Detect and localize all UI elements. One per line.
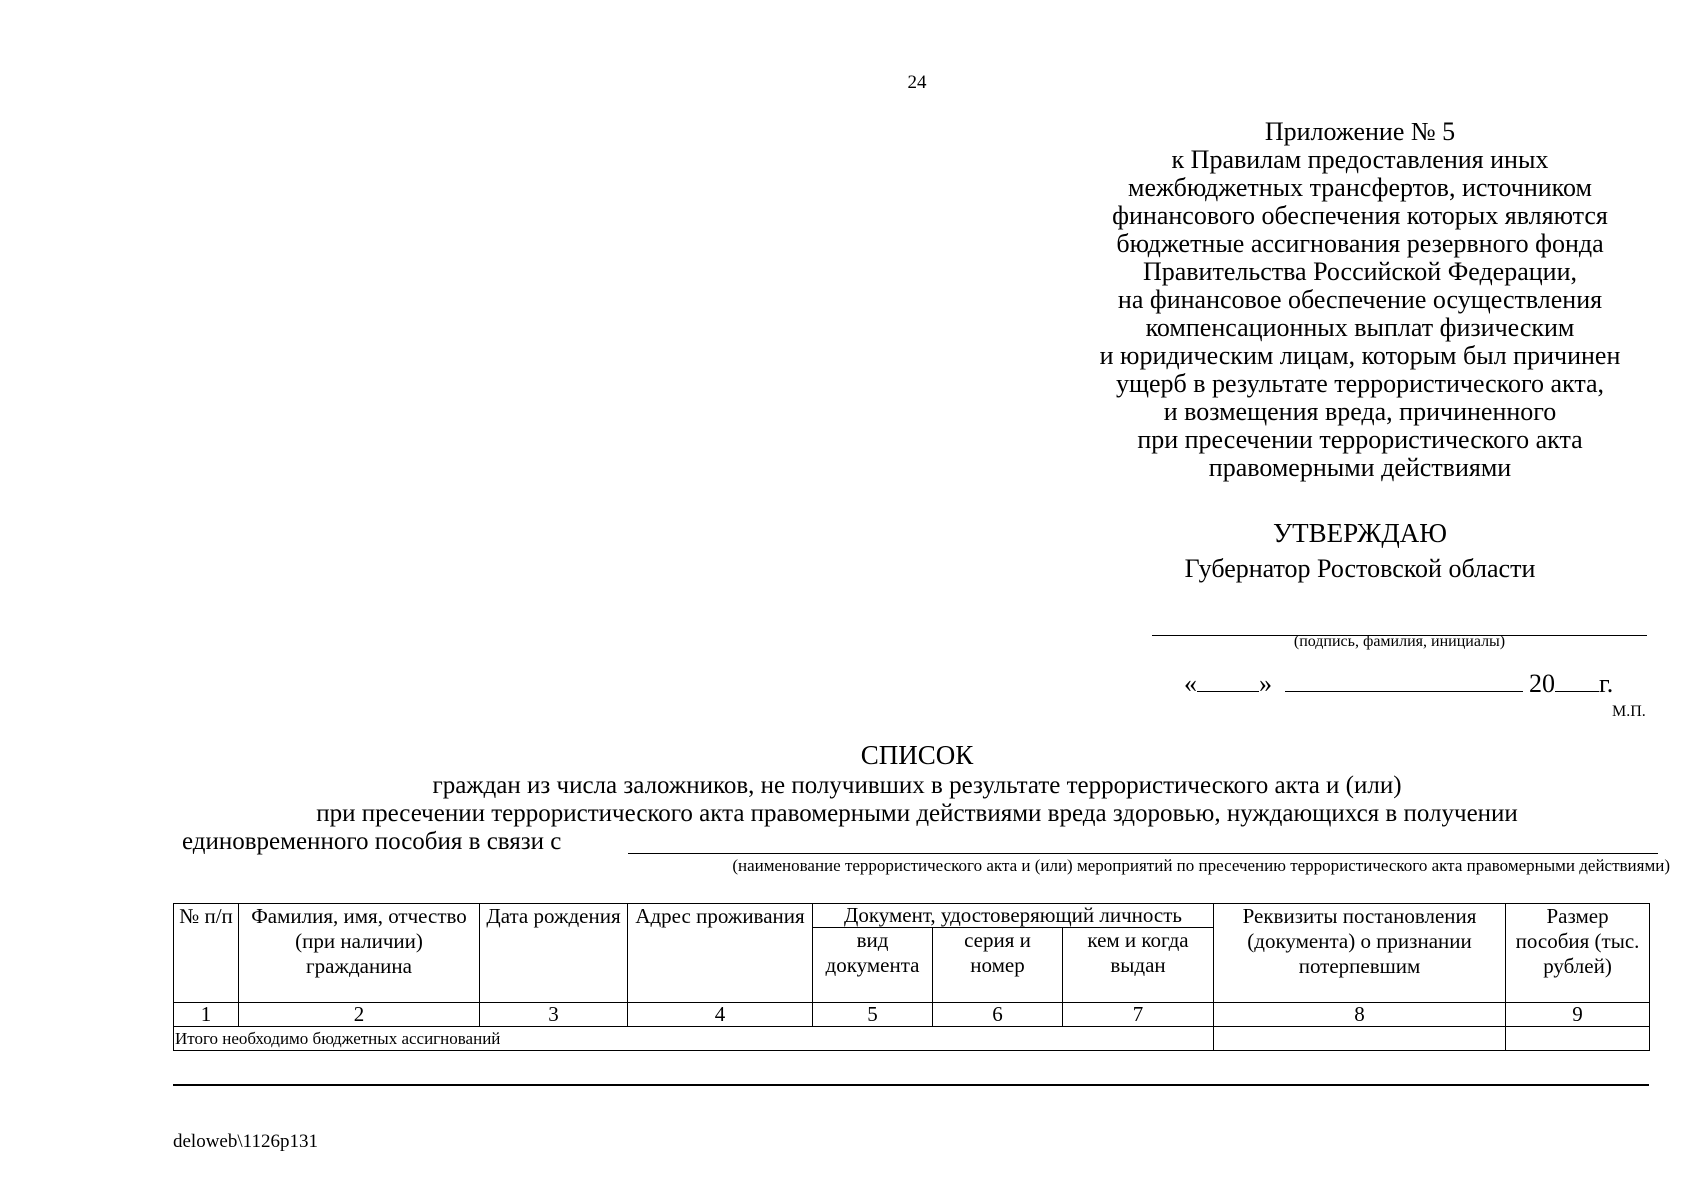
list-subtitle bbox=[150, 772, 1684, 828]
approval-position: Губернатор Ростовской области bbox=[1184, 554, 1536, 583]
approval-date bbox=[1184, 667, 1613, 699]
page-number: 24 bbox=[907, 72, 927, 93]
appendix-line: бюджетные ассигнования резервного фонда bbox=[1116, 229, 1604, 258]
column-number: 4 bbox=[628, 1003, 813, 1027]
column-number: 9 bbox=[1506, 1003, 1650, 1027]
appendix-line: финансового обеспечения которых являются bbox=[1112, 201, 1608, 230]
date-year-suffix: г. bbox=[1599, 669, 1614, 698]
column-number: 6 bbox=[933, 1003, 1063, 1027]
bottom-rule bbox=[173, 1084, 1649, 1086]
header-num: № п/п bbox=[174, 904, 239, 1003]
approval-title: УТВЕРЖДАЮ bbox=[1272, 518, 1448, 548]
appendix-line: при пресечении террористического акта bbox=[1137, 425, 1583, 454]
header-name: Фамилия, имя, отчество (при наличии) гражданина bbox=[239, 904, 480, 1003]
appendix-line: Правительства Российской Федерации, bbox=[1142, 257, 1578, 286]
date-close-quote: » bbox=[1259, 669, 1272, 698]
column-number: 7 bbox=[1063, 1003, 1214, 1027]
date-month-blank bbox=[1285, 667, 1523, 692]
total-label: Итого необходимо бюджетных ассигнований bbox=[174, 1027, 1214, 1051]
column-number: 1 bbox=[174, 1003, 239, 1027]
appendix-header bbox=[1060, 118, 1660, 482]
appendix-line: к Правилам предоставления иных bbox=[1171, 145, 1549, 174]
appendix-line: и возмещения вреда, причиненного bbox=[1163, 397, 1557, 426]
list-subtitle-line: единовременного пособия в связи с bbox=[182, 828, 562, 855]
appendix-line: правомерными действиями bbox=[1208, 453, 1512, 482]
appendix-line: ущерб в результате террористического акта, bbox=[1115, 369, 1605, 398]
header-address: Адрес проживания bbox=[628, 904, 813, 1003]
column-number: 2 bbox=[239, 1003, 480, 1027]
appendix-line: компенсационных выплат физическим bbox=[1145, 313, 1575, 342]
column-number: 3 bbox=[480, 1003, 628, 1027]
list-title: СПИСОК bbox=[860, 740, 974, 770]
citizens-table bbox=[173, 903, 1650, 1051]
appendix-title: Приложение № 5 bbox=[1264, 117, 1456, 146]
appendix-line: межбюджетных трансфертов, источником bbox=[1128, 173, 1592, 202]
header-doc-series: серия и номер bbox=[933, 928, 1063, 1003]
total-decree-cell bbox=[1214, 1027, 1506, 1051]
header-doc-issued: кем и когда выдан bbox=[1063, 928, 1214, 1003]
total-row bbox=[174, 1027, 1650, 1051]
column-number: 5 bbox=[813, 1003, 933, 1027]
list-subtitle-line: при пресечении террористического акта правомерными действиями вреда здоровью, нуждающихся в получении bbox=[316, 800, 1518, 827]
stamp-mark: М.П. bbox=[1612, 703, 1646, 720]
header-identity-document: Документ, удостоверяющий личность bbox=[813, 904, 1214, 928]
date-year-blank bbox=[1555, 667, 1599, 692]
date-century: 20 bbox=[1529, 669, 1555, 698]
header-decree: Реквизиты постановления (документа) о признании потерпевшим bbox=[1214, 904, 1506, 1003]
signature-caption: (подпись, фамилия, инициалы) bbox=[1293, 633, 1506, 650]
date-day-blank bbox=[1197, 667, 1259, 692]
footer-code: deloweb\1126p131 bbox=[173, 1131, 318, 1152]
reason-fill-line bbox=[628, 853, 1658, 854]
header-birth-date: Дата рождения bbox=[480, 904, 628, 1003]
list-subtitle-line: граждан из числа заложников, не получивших в результате террористического акта и (или) bbox=[432, 772, 1402, 799]
table-header-row bbox=[174, 904, 1650, 928]
appendix-line: и юридическим лицам, которым был причинен bbox=[1099, 341, 1621, 370]
header-amount: Размер пособия (тыс. рублей) bbox=[1506, 904, 1650, 1003]
reason-caption: (наименование террористического акта и (или) мероприятий по пресечению террористического акта правомерными действиями) bbox=[732, 856, 1670, 875]
header-doc-type: вид документа bbox=[813, 928, 933, 1003]
column-number-row bbox=[174, 1003, 1650, 1027]
column-number: 8 bbox=[1214, 1003, 1506, 1027]
total-amount-cell bbox=[1506, 1027, 1650, 1051]
appendix-line: на финансовое обеспечение осуществления bbox=[1117, 285, 1603, 314]
date-open-quote: « bbox=[1184, 669, 1197, 698]
